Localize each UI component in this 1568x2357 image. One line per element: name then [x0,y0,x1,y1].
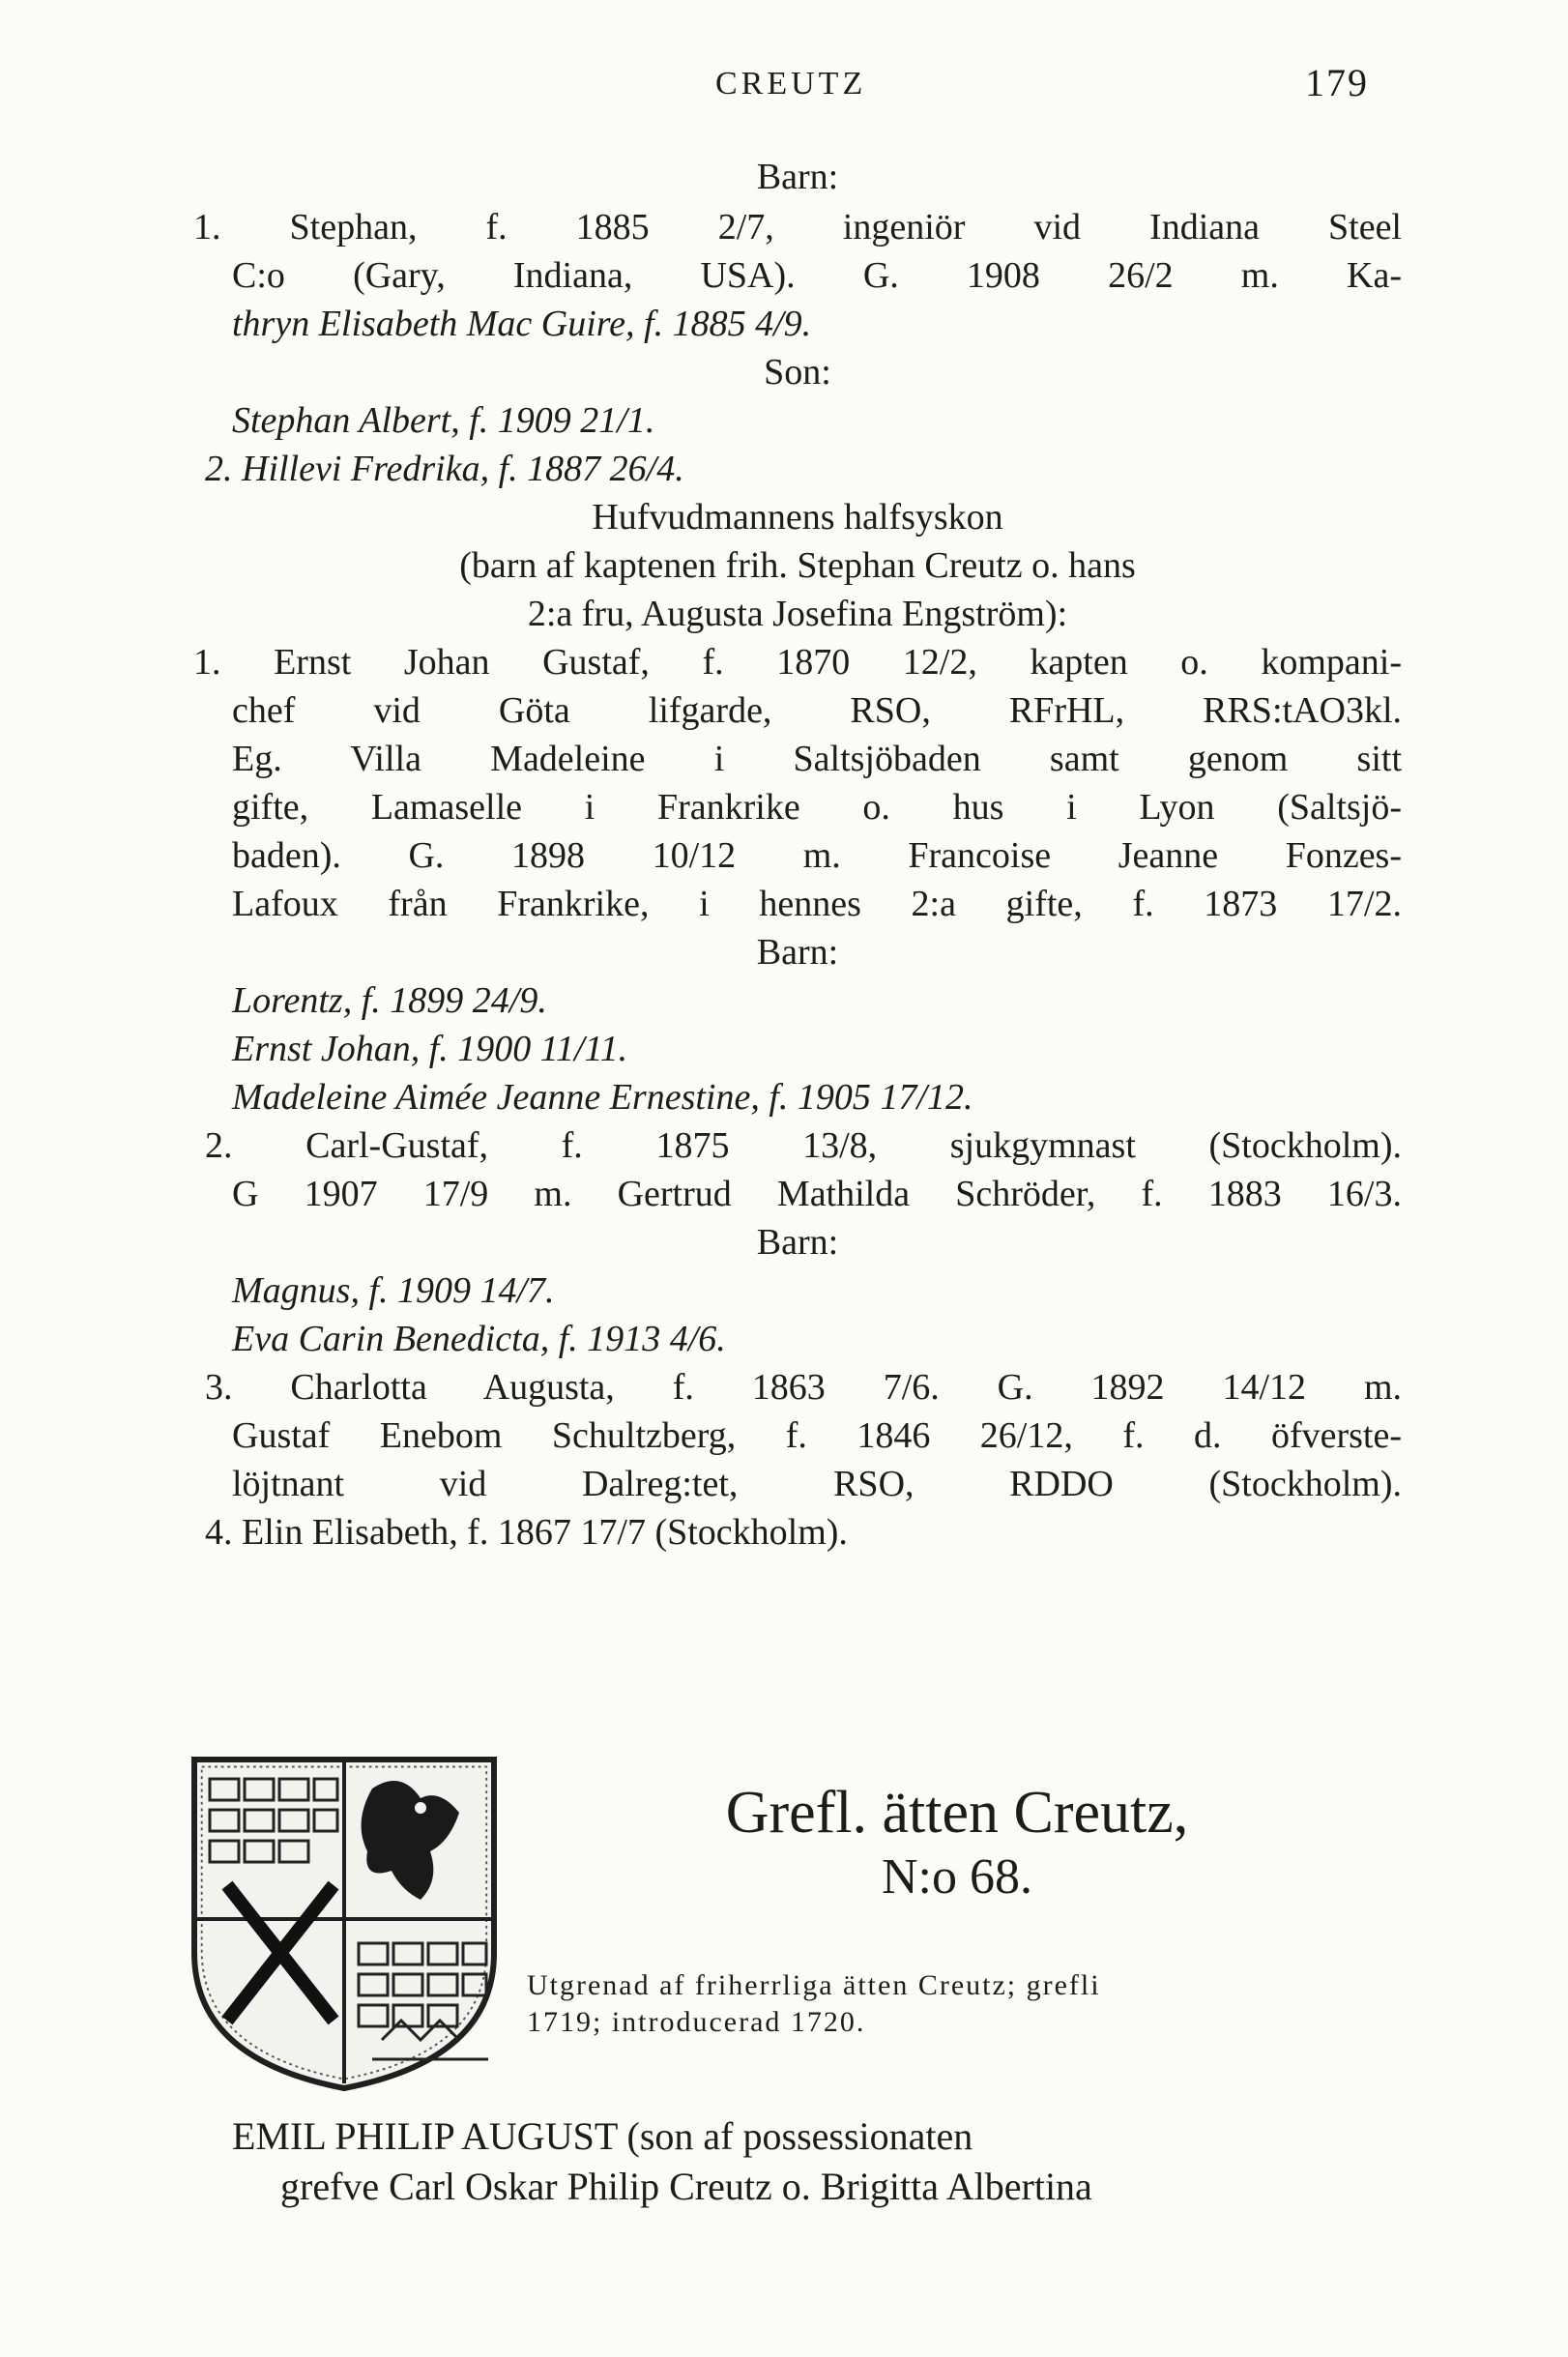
entry-line: Eg. Villa Madeleine i Saltsjöbaden samt genom sitt [232,739,1402,779]
entry-line: 1. Ernst Johan Gustaf, f. 1870 12/2, kapten o. kompani- [193,642,1402,683]
footer-line: grefve Carl Oskar Philip Creutz o. Brigitta Albertina [280,2165,1092,2208]
heading-son: Son: [764,352,831,393]
section-note-line: Utgrenad af friherrliga ätten Creutz; grefli [527,1969,1101,2001]
entry-line: thryn Elisabeth Mac Guire, f. 1885 4/9. [232,304,812,344]
entry-line: Gustaf Enebom Schultzberg, f. 1846 26/12, f. d. öfverste- [232,1415,1402,1456]
heading-barn: Barn: [756,932,839,973]
section-title: Grefl. ätten Creutz, [725,1780,1189,1846]
entry-line: Stephan Albert, f. 1909 21/1. [232,400,655,441]
entry-line: 2:a fru, Augusta Josefina Engström): [527,594,1068,634]
entry-line: gifte, Lamaselle i Frankrike o. hus i Lyon (Saltsjö- [232,787,1402,828]
page-number: 179 [1305,61,1369,104]
section-note-line: 1719; introducerad 1720. [527,2006,866,2038]
entry-line: Ernst Johan, f. 1900 11/11. [232,1029,628,1069]
entry-line: Madeleine Aimée Jeanne Ernestine, f. 1905 17/12. [232,1077,973,1118]
footer-line: EMIL PHILIP AUGUST (son af possessionaten [232,2114,973,2158]
heading-barn: Barn: [756,1222,839,1263]
entry-line: Lorentz, f. 1899 24/9. [232,980,547,1021]
entry-line: Eva Carin Benedicta, f. 1913 4/6. [232,1319,726,1359]
entry-line: chef vid Göta lifgarde, RSO, RFrHL, RRS:tAO3kl. [232,690,1402,731]
entry-line: 2. Carl-Gustaf, f. 1875 13/8, sjukgymnast (Stockholm). [205,1125,1402,1166]
entry-line: Magnus, f. 1909 14/7. [232,1270,555,1311]
coat-of-arms-image [189,1750,500,2094]
heading-half-siblings: Hufvudmannens halfsyskon [592,497,1003,538]
entry-line: 1. Stephan, f. 1885 2/7, ingeniör vid Indiana Steel [193,207,1402,247]
entry-line: 3. Charlotta Augusta, f. 1863 7/6. G. 1892 14/12 m. [205,1367,1402,1408]
entry-line: G 1907 17/9 m. Gertrud Mathilda Schröder, f. 1883 16/3. [232,1174,1402,1214]
entry-line: Lafoux från Frankrike, i hennes 2:a gifte, f. 1873 17/2. [232,884,1402,924]
page-header [0,58,1568,116]
entry-line: (barn af kaptenen frih. Stephan Creutz o. hans [459,545,1136,586]
entry-line: baden). G. 1898 10/12 m. Francoise Jeanne Fonzes- [232,835,1402,876]
running-title: CREUTZ [715,66,867,102]
entry-line: C:o (Gary, Indiana, USA). G. 1908 26/2 m. Ka- [232,255,1402,296]
entry-line: 2. Hillevi Fredrika, f. 1887 26/4. [205,449,684,489]
entry-line: löjtnant vid Dalreg:tet, RSO, RDDO (Stockholm). [232,1464,1402,1504]
entry-line: 4. Elin Elisabeth, f. 1867 17/7 (Stockholm). [205,1512,848,1553]
section-number: N:o 68. [882,1849,1032,1905]
heading-barn: Barn: [756,157,839,197]
